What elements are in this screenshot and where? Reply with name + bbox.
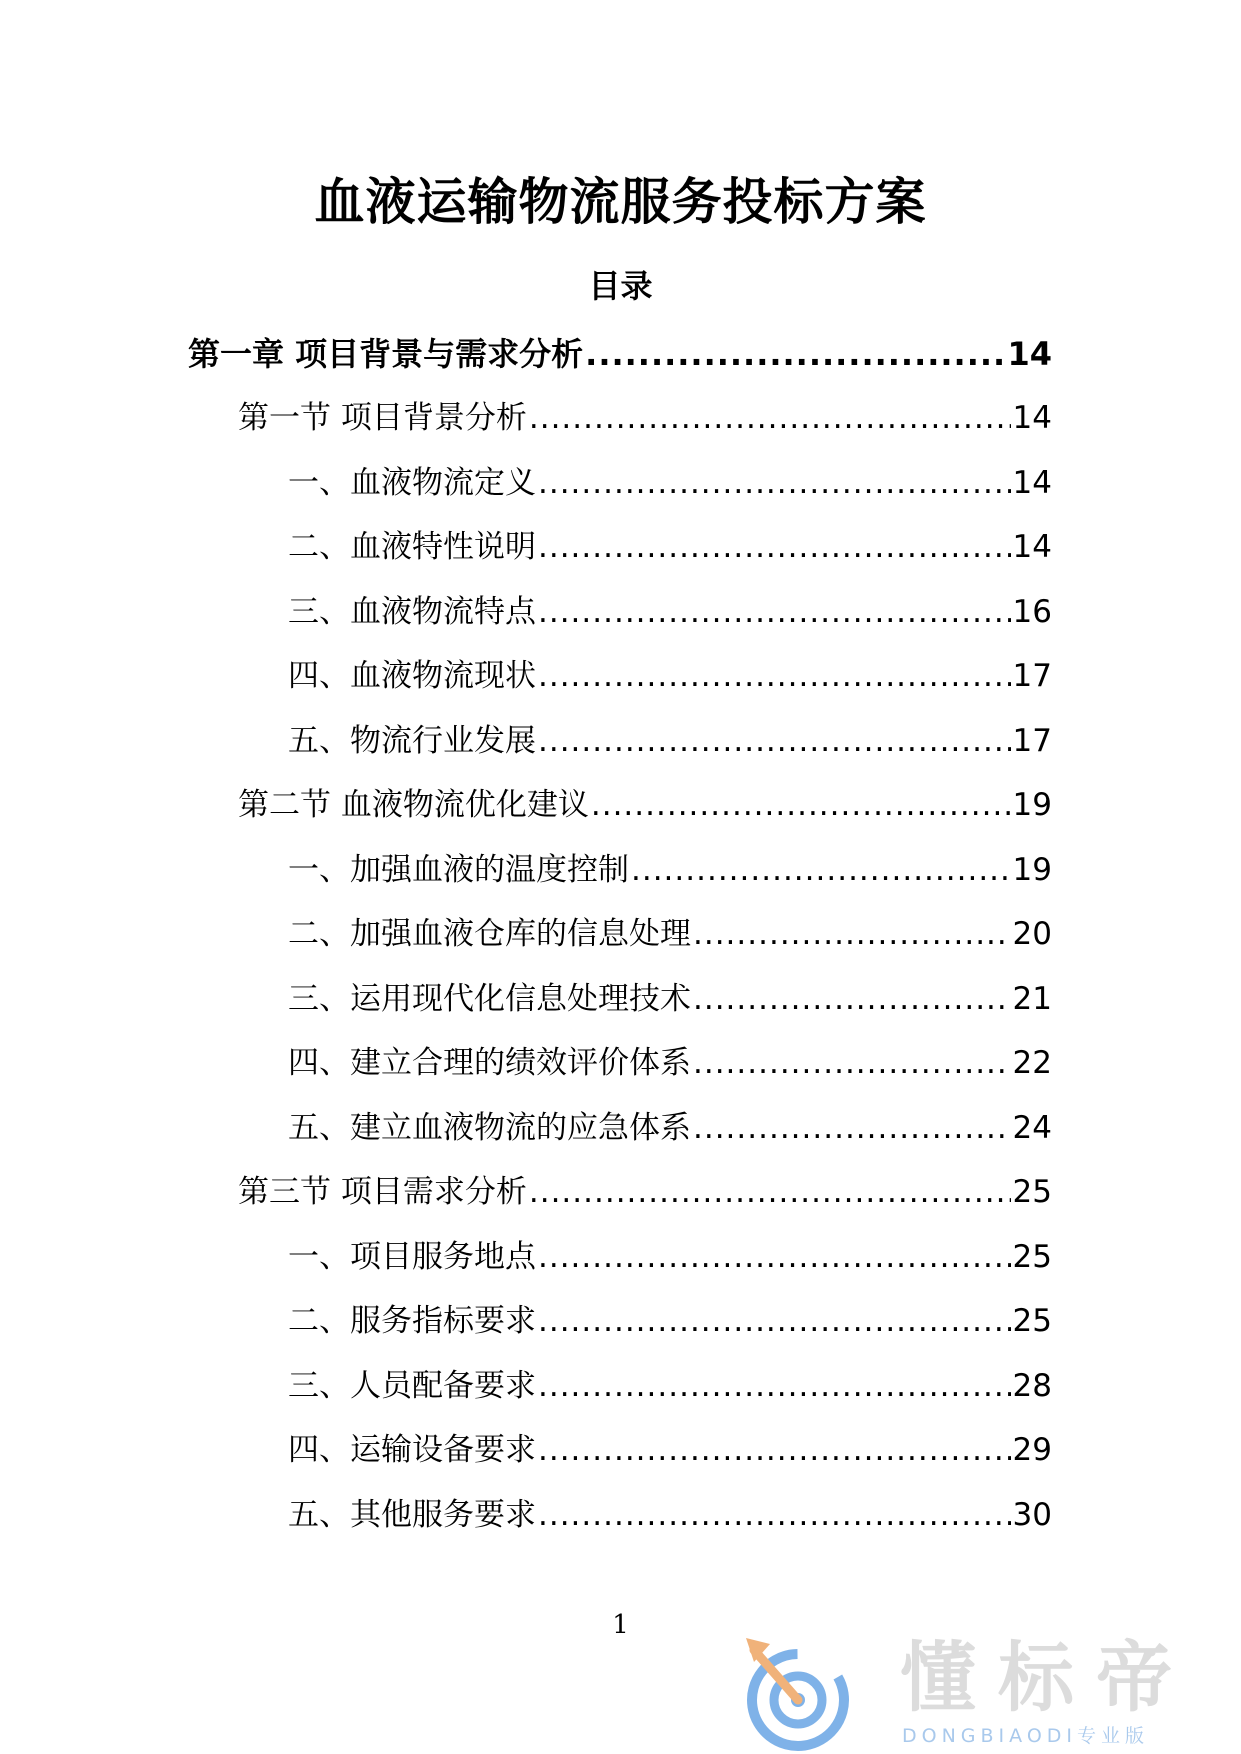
toc-dot-leader [538,459,1011,507]
watermark-brand: 懂标帝 [900,1633,1194,1722]
toc-entry[interactable] [288,588,1052,636]
toc-entry[interactable] [288,652,1052,700]
toc-entry-label: 一、加强血液的温度控制 [288,852,629,888]
toc-entry[interactable] [288,1104,1052,1152]
toc-entry-page: 14 [1012,465,1052,501]
target-arrow-icon [740,1628,870,1754]
toc-entry[interactable] [288,459,1052,507]
toc-entry[interactable] [288,846,1052,894]
toc-entry-page: 17 [1012,658,1052,694]
toc-dot-leader [693,975,1011,1023]
toc-entry-label: 三、运用现代化信息处理技术 [288,981,691,1017]
toc-entry-label: 二、服务指标要求 [288,1303,536,1339]
toc-entry-page: 19 [1012,787,1052,823]
toc-entry-label: 一、项目服务地点 [288,1239,536,1275]
toc-entry-page: 25 [1012,1174,1052,1210]
toc-entry[interactable] [288,1362,1052,1410]
toc-entry-page: 30 [1012,1497,1052,1533]
toc-entry[interactable] [188,330,1052,378]
toc-entry-page: 25 [1012,1239,1052,1275]
toc-entry[interactable] [238,1168,1052,1216]
toc-entry[interactable] [288,975,1052,1023]
toc-dot-leader [631,846,1011,894]
toc-entry[interactable] [288,1039,1052,1087]
toc-entry-page: 25 [1012,1303,1052,1339]
page-number: 1 [612,1610,629,1640]
toc-entry-page: 17 [1012,723,1052,759]
toc-entry-label: 五、建立血液物流的应急体系 [288,1110,691,1146]
toc-dot-leader [538,1233,1011,1281]
toc-entry-page: 29 [1012,1432,1052,1468]
toc-dot-leader [529,394,1011,442]
toc-dot-leader [538,717,1011,765]
toc-dot-leader [538,1362,1011,1410]
toc-entry[interactable] [288,1297,1052,1345]
toc-entry[interactable] [288,1233,1052,1281]
toc-entry-label: 五、其他服务要求 [288,1497,536,1533]
toc-dot-leader [585,330,1005,378]
toc-entry[interactable] [238,781,1052,829]
toc-entry-page: 28 [1012,1368,1052,1404]
toc-dot-leader [693,1104,1011,1152]
toc-entry-label: 三、人员配备要求 [288,1368,536,1404]
toc-dot-leader [538,588,1011,636]
toc-entry-label: 第二节 血液物流优化建议 [238,787,589,823]
toc-entry-label: 一、血液物流定义 [288,465,536,501]
toc-dot-leader [591,781,1011,829]
toc-entry[interactable] [288,910,1052,958]
toc-entry[interactable] [288,717,1052,765]
toc-entry-label: 二、加强血液仓库的信息处理 [288,916,691,952]
toc-entry-page: 16 [1012,594,1052,630]
toc-dot-leader [538,652,1011,700]
toc-entry-page: 20 [1012,916,1052,952]
toc-entry-page: 19 [1012,852,1052,888]
toc-dot-leader [538,1426,1011,1474]
document-title: 血液运输物流服务投标方案 [314,173,927,231]
toc-entry-label: 五、物流行业发展 [288,723,536,759]
toc-entry[interactable] [288,1491,1052,1539]
toc-heading: 目录 [588,267,653,305]
toc-entry-label: 三、血液物流特点 [288,594,536,630]
toc-entry-page: 22 [1012,1045,1052,1081]
toc-entry-label: 四、血液物流现状 [288,658,536,694]
toc-entry-label: 二、血液特性说明 [288,529,536,565]
toc-entry[interactable] [288,523,1052,571]
toc-dot-leader [538,1297,1011,1345]
watermark-logo [740,1628,1220,1748]
toc-entry-page: 14 [1007,335,1052,373]
toc-dot-leader [538,523,1011,571]
toc-entry-page: 21 [1012,981,1052,1017]
toc-entry-label: 四、运输设备要求 [288,1432,536,1468]
toc-entry[interactable] [288,1426,1052,1474]
toc-entry[interactable] [238,394,1052,442]
toc-entry-label: 第三节 项目需求分析 [238,1174,527,1210]
toc-entry-label: 四、建立合理的绩效评价体系 [288,1045,691,1081]
toc-dot-leader [538,1491,1011,1539]
toc-entry-label: 第一章 项目背景与需求分析 [188,335,584,373]
toc-dot-leader [529,1168,1011,1216]
toc-dot-leader [693,910,1011,958]
toc-entry-page: 24 [1012,1110,1052,1146]
toc-entry-page: 14 [1012,529,1052,565]
watermark-subtitle: DONGBIAODI专业版 [902,1725,1150,1747]
toc-dot-leader [693,1039,1011,1087]
toc-entry-page: 14 [1012,400,1052,436]
toc-entry-label: 第一节 项目背景分析 [238,400,527,436]
